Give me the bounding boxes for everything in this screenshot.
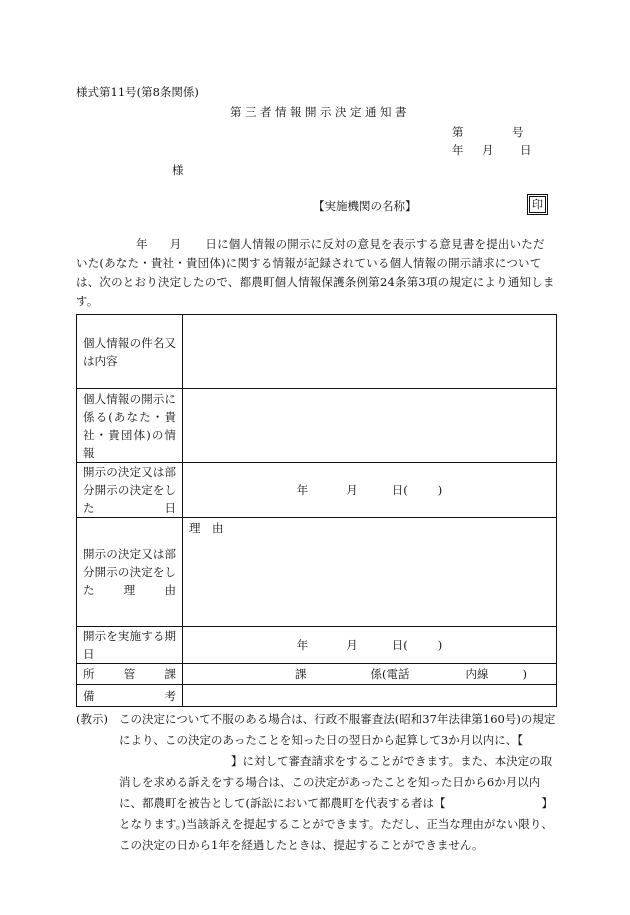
notice-part1: この決定について不服のある場合は、行政不服審査法(昭和37年法律第160号)の規定により、この決定のあったことを知った日の翌日から起算して3か月以内に、【 — [119, 712, 556, 747]
department-extension: 内線 — [465, 667, 489, 681]
doc-number-prefix: 第 — [452, 125, 464, 139]
label-department: 所管課 — [77, 664, 183, 685]
decision-date-day: 日( — [391, 483, 408, 497]
seal-mark: 印 — [529, 196, 546, 213]
disclosure-date-year: 年 — [296, 638, 309, 652]
document-number — [452, 124, 524, 140]
field-subject[interactable] — [183, 315, 557, 389]
field-department[interactable] — [183, 664, 557, 685]
form-number: 様式第11号(第8条関係) — [76, 85, 199, 99]
decision-date-close: ) — [437, 483, 443, 497]
appeal-notice — [76, 709, 560, 856]
recipient-suffix: 様 — [172, 163, 184, 177]
label-disclosure-date: 開示を実施する期日 — [77, 627, 183, 664]
notice-part3: 】となります。)当該訴えを提起することができます。ただし、正当な理由がない限り、この決定の日から1年を経過したときは、提起することができません。 — [119, 796, 553, 852]
intro-month: 月 — [169, 237, 182, 251]
doc-date-month: 月 — [482, 143, 494, 157]
intro-text: 日に個人情報の開示に反対の意見を表示する意見書を提出いただいた(あなた・貴社・貴団体)に関する情報が記録されている個人情報の開示請求については、次のとおり決定したので、都農町個人情報保護条例第24条第3項の規定により通知します。 — [76, 237, 555, 308]
field-decision-date[interactable] — [183, 463, 557, 518]
disclosure-date-month: 月 — [346, 638, 358, 652]
decision-date-month: 月 — [346, 483, 358, 497]
field-disclosure-date[interactable] — [183, 627, 557, 664]
label-decision-date: 開示の決定又は部分開示の決定をした日 — [77, 463, 183, 518]
intro-year: 年 — [136, 237, 148, 251]
notice-text — [119, 709, 560, 856]
document-date — [452, 142, 532, 158]
doc-date-year: 年 — [452, 143, 464, 157]
department-close: ) — [522, 667, 527, 681]
field-decision-reason[interactable] — [183, 518, 557, 627]
document-title: 第三者情報開示決定通知書 — [230, 105, 410, 119]
issuer-name: 【実施機関の名称】 — [313, 199, 417, 213]
department-ka: 課 — [295, 667, 307, 681]
doc-number-suffix: 号 — [512, 125, 524, 139]
intro-paragraph — [76, 235, 556, 311]
label-decision-reason: 開示の決定又は部分開示の決定をした理由 — [77, 518, 183, 627]
notice-lead: (教示) — [76, 712, 108, 726]
disclosure-date-day: 日( — [391, 638, 408, 652]
field-remarks[interactable] — [183, 685, 557, 707]
department-kakari: 係(電話 — [370, 667, 410, 681]
reason-heading: 理 由 — [189, 521, 224, 535]
doc-date-day: 日 — [520, 143, 532, 157]
label-subject: 個人情報の件名又は内容 — [77, 315, 183, 389]
field-related-info[interactable] — [183, 389, 557, 463]
label-remarks: 備考 — [77, 685, 183, 707]
decision-date-year: 年 — [296, 483, 309, 497]
disclosure-date-close: ) — [437, 638, 443, 652]
notice-part2: 】に対して審査請求をすることができます。また、本決定の取消しを求める訴えをする場合は、この決定があったことを知った日から6か月以内に、都農町を被告として(訴訟において都農町を代表する者は【 — [119, 754, 553, 810]
notice-form-table — [76, 314, 557, 707]
label-related-info: 個人情報の開示に係る(あなた・貴社・貴団体)の情報 — [77, 389, 183, 463]
